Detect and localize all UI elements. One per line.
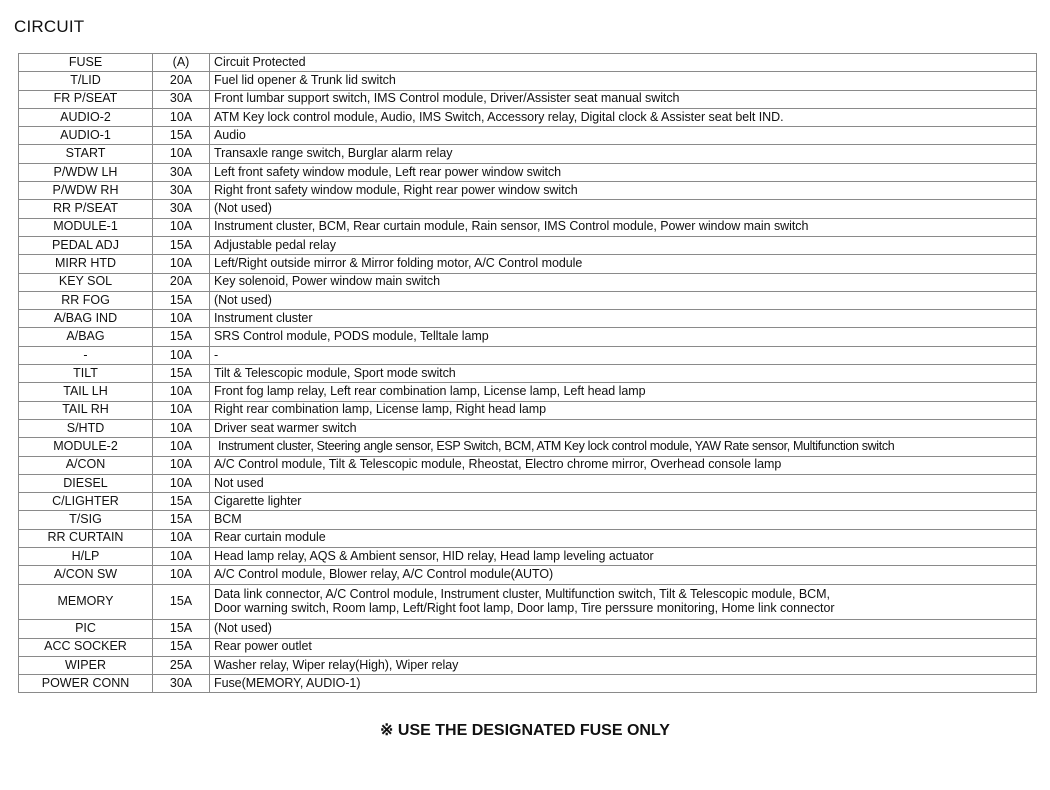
table-row [19,438,1037,456]
fuse-amperage-cell: 10A [153,419,210,437]
circuit-protected-cell: (Not used) [210,620,1037,638]
fuse-amperage-cell: 10A [153,108,210,126]
fuse-name-cell: TILT [19,365,153,383]
table-row [19,346,1037,364]
fuse-name-cell: A/CON SW [19,566,153,584]
fuse-name-cell: P/WDW RH [19,182,153,200]
circuit-protected-cell: - [210,346,1037,364]
header-amperage: (A) [153,54,210,72]
fuse-amperage-cell: 15A [153,236,210,254]
fuse-name-cell: MODULE-2 [19,438,153,456]
fuse-name-cell: TAIL RH [19,401,153,419]
fuse-amperage-cell: 15A [153,493,210,511]
fuse-amperage-cell: 10A [153,474,210,492]
circuit-protected-cell: (Not used) [210,291,1037,309]
fuse-amperage-cell: 10A [153,438,210,456]
circuit-protected-cell: (Not used) [210,200,1037,218]
table-row [19,310,1037,328]
table-row [19,72,1037,90]
fuse-name-cell: A/CON [19,456,153,474]
fuse-name-cell: START [19,145,153,163]
fuse-amperage-cell: 10A [153,456,210,474]
fuse-amperage-cell: 15A [153,584,210,620]
fuse-amperage-cell: 15A [153,620,210,638]
fuse-name-cell: S/HTD [19,419,153,437]
table-row [19,584,1037,620]
circuit-protected-cell: Head lamp relay, AQS & Ambient sensor, HID relay, Head lamp leveling actuator [210,548,1037,566]
circuit-protected-cell: Instrument cluster, BCM, Rear curtain module, Rain sensor, IMS Control module, Power window main switch [210,218,1037,236]
fuse-amperage-cell: 30A [153,675,210,693]
table-row [19,419,1037,437]
table-row [19,511,1037,529]
fuse-amperage-cell: 10A [153,401,210,419]
circuit-protected-cell: Right front safety window module, Right rear power window switch [210,182,1037,200]
fuse-name-cell: A/BAG IND [19,310,153,328]
table-row [19,529,1037,547]
circuit-protected-cell: Cigarette lighter [210,493,1037,511]
fuse-amperage-cell: 10A [153,218,210,236]
circuit-protected-cell: Transaxle range switch, Burglar alarm relay [210,145,1037,163]
circuit-protected-cell: Instrument cluster [210,310,1037,328]
circuit-protected-line: Door warning switch, Room lamp, Left/Right foot lamp, Door lamp, Tire perssure monitoring, Home link connector [214,600,835,615]
fuse-amperage-cell: 10A [153,383,210,401]
table-row [19,291,1037,309]
fuse-name-cell: WIPER [19,656,153,674]
header-circuit-protected: Circuit Protected [210,54,1037,72]
table-row [19,566,1037,584]
fuse-name-cell: RR CURTAIN [19,529,153,547]
fuse-amperage-cell: 15A [153,511,210,529]
circuit-protected-cell: Key solenoid, Power window main switch [210,273,1037,291]
table-row [19,108,1037,126]
fuse-table [18,53,1037,693]
table-row [19,218,1037,236]
circuit-protected-cell: SRS Control module, PODS module, Telltale lamp [210,328,1037,346]
table-row [19,273,1037,291]
fuse-amperage-cell: 20A [153,273,210,291]
circuit-protected-cell: Tilt & Telescopic module, Sport mode switch [210,365,1037,383]
table-row [19,456,1037,474]
fuse-name-cell: A/BAG [19,328,153,346]
table-header-row [19,54,1037,72]
fuse-amperage-cell: 10A [153,255,210,273]
fuse-amperage-cell: 30A [153,90,210,108]
table-row [19,620,1037,638]
fuse-name-cell: RR P/SEAT [19,200,153,218]
circuit-protected-cell: A/C Control module, Blower relay, A/C Control module(AUTO) [210,566,1037,584]
fuse-amperage-cell: 10A [153,145,210,163]
fuse-amperage-cell: 15A [153,638,210,656]
circuit-protected-cell: Left front safety window module, Left rear power window switch [210,163,1037,181]
table-row [19,163,1037,181]
fuse-table-body [19,54,1037,693]
circuit-protected-cell: Right rear combination lamp, License lamp, Right head lamp [210,401,1037,419]
table-row [19,200,1037,218]
circuit-protected-cell [210,584,1037,620]
circuit-protected-cell: ATM Key lock control module, Audio, IMS Switch, Accessory relay, Digital clock & Assister seat belt IND. [210,108,1037,126]
table-row [19,383,1037,401]
table-row [19,638,1037,656]
circuit-protected-cell: Adjustable pedal relay [210,236,1037,254]
table-row [19,401,1037,419]
fuse-name-cell: MIRR HTD [19,255,153,273]
fuse-amperage-cell: 15A [153,365,210,383]
fuse-amperage-cell: 30A [153,200,210,218]
fuse-name-cell: MODULE-1 [19,218,153,236]
circuit-protected-cell: Front lumbar support switch, IMS Control module, Driver/Assister seat manual switch [210,90,1037,108]
fuse-amperage-cell: 30A [153,182,210,200]
fuse-name-cell: FR P/SEAT [19,90,153,108]
fuse-amperage-cell: 20A [153,72,210,90]
table-row [19,656,1037,674]
circuit-protected-cell: Left/Right outside mirror & Mirror folding motor, A/C Control module [210,255,1037,273]
circuit-protected-cell: Rear curtain module [210,529,1037,547]
fuse-amperage-cell: 10A [153,346,210,364]
fuse-name-cell: POWER CONN [19,675,153,693]
circuit-protected-cell: Fuse(MEMORY, AUDIO-1) [210,675,1037,693]
circuit-protected-cell: Rear power outlet [210,638,1037,656]
fuse-amperage-cell: 15A [153,291,210,309]
fuse-name-cell: AUDIO-1 [19,127,153,145]
header-fuse: FUSE [19,54,153,72]
fuse-amperage-cell: 15A [153,127,210,145]
table-row [19,145,1037,163]
fuse-amperage-cell: 10A [153,566,210,584]
table-row [19,365,1037,383]
fuse-warning-note: ※ USE THE DESIGNATED FUSE ONLY [380,722,670,739]
table-row [19,127,1037,145]
fuse-amperage-cell: 10A [153,529,210,547]
fuse-name-cell: - [19,346,153,364]
fuse-name-cell: KEY SOL [19,273,153,291]
fuse-name-cell: PIC [19,620,153,638]
fuse-amperage-cell: 10A [153,548,210,566]
fuse-name-cell: C/LIGHTER [19,493,153,511]
fuse-name-cell: T/SIG [19,511,153,529]
fuse-name-cell: RR FOG [19,291,153,309]
table-row [19,548,1037,566]
circuit-protected-cell: Front fog lamp relay, Left rear combination lamp, License lamp, Left head lamp [210,383,1037,401]
fuse-amperage-cell: 15A [153,328,210,346]
circuit-protected-cell: A/C Control module, Tilt & Telescopic module, Rheostat, Electro chrome mirror, Overhead console lamp [210,456,1037,474]
table-row [19,182,1037,200]
fuse-name-cell: TAIL LH [19,383,153,401]
page-title: CIRCUIT [14,17,85,36]
table-row [19,493,1037,511]
fuse-amperage-cell: 25A [153,656,210,674]
circuit-protected-cell: Driver seat warmer switch [210,419,1037,437]
table-row [19,328,1037,346]
table-row [19,255,1037,273]
fuse-name-cell: AUDIO-2 [19,108,153,126]
circuit-protected-line: Data link connector, A/C Control module, Instrument cluster, Multifunction switch, Tilt & Telescopic module, BCM, [214,587,830,602]
fuse-name-cell: ACC SOCKER [19,638,153,656]
fuse-name-cell: MEMORY [19,584,153,620]
fuse-amperage-cell: 30A [153,163,210,181]
circuit-protected-cell: Not used [210,474,1037,492]
fuse-name-cell: T/LID [19,72,153,90]
table-row [19,675,1037,693]
table-row [19,90,1037,108]
circuit-protected-cell: BCM [210,511,1037,529]
fuse-amperage-cell: 10A [153,310,210,328]
fuse-name-cell: DIESEL [19,474,153,492]
circuit-protected-cell: Instrument cluster, Steering angle sensor, ESP Switch, BCM, ATM Key lock control module, YAW Rate sensor, Multifunction switch [210,438,1037,456]
table-row [19,236,1037,254]
circuit-protected-cell: Audio [210,127,1037,145]
circuit-protected-cell: Fuel lid opener & Trunk lid switch [210,72,1037,90]
table-row [19,474,1037,492]
fuse-name-cell: PEDAL ADJ [19,236,153,254]
fuse-name-cell: H/LP [19,548,153,566]
fuse-name-cell: P/WDW LH [19,163,153,181]
circuit-protected-cell: Washer relay, Wiper relay(High), Wiper relay [210,656,1037,674]
